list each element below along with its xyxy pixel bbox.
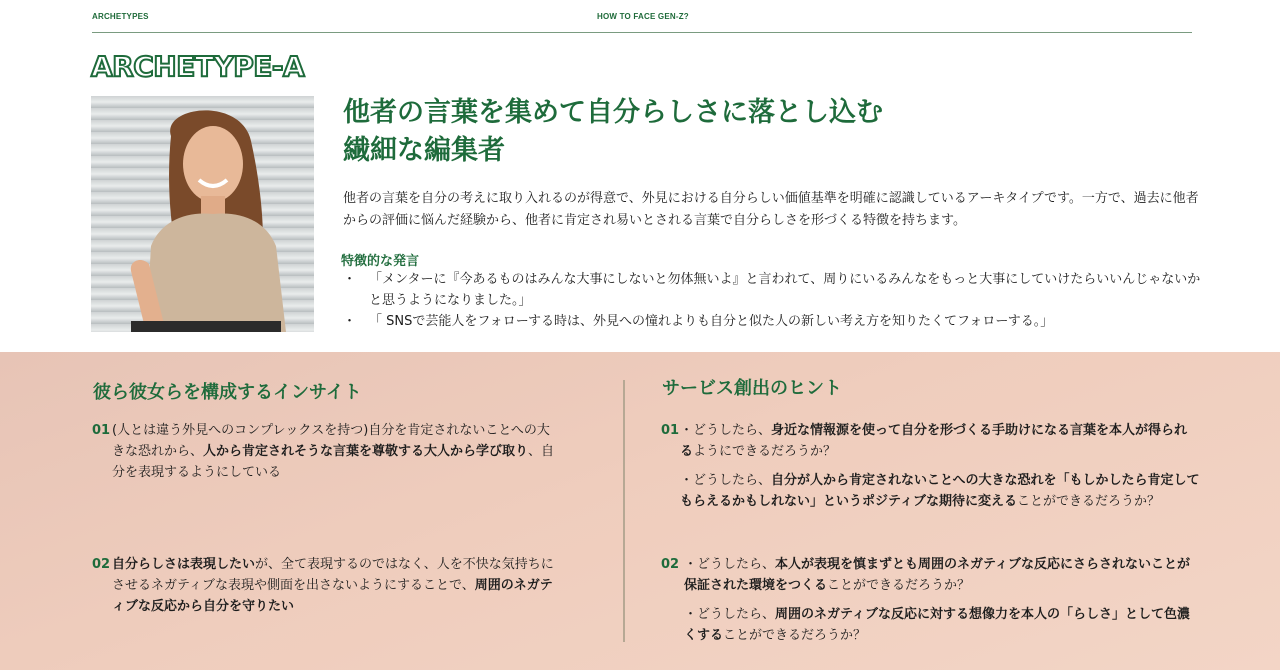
insight-item: 自分らしさは表現したいが、全て表現するのではなく、人を不快な気持ちにさせるネガティブな表現や側面を出さないようにすることで、周囲のネガティブな反応から自分を守りたい (112, 557, 554, 614)
page-header (92, 0, 1192, 33)
feature-quotes-label: 特徴的な発言 (341, 254, 420, 269)
archetype-description: 他者の言葉を自分の考えに取り入れるのが得意で、外見における自分らしい価値基準を明確に認識しているアーキタイプです。一方で、過去に他者からの評価に悩んだ経験から、他者に肯定され易いとされる言葉で自分らしさを形づくる特徴を持ちます。 (343, 191, 1199, 228)
headline-line-2: 繊細な編集者 (343, 135, 505, 166)
hint-item: ・どうしたら、身近な情報源を使って自分を形づくる手助けになる言葉を本人が得られるようにできるだろうか？ (680, 423, 1188, 459)
quote-item: ・ 「 SNSで芸能人をフォローする時は、外見への憧れよりも自分と似た人の新しい考え方を知りたくてフォローする。」 (343, 311, 1203, 332)
insight-number: 01 (92, 423, 111, 438)
hint-item: ・どうしたら、本人が表現を慎まずとも周囲のネガティブな反応にさらされないことが保証された環境をつくることができるだろうか？ (684, 557, 1190, 593)
hint-number: 02 (661, 557, 680, 572)
insight-item: (人とは違う外見へのコンプレックスを持つ)自分を肯定されないことへの大きな恐れから、人から肯定されそうな言葉を尊敬する大人から学び取り、自分を表現するようにしている (112, 423, 555, 480)
hint-item: ・どうしたら、周囲のネガティブな反応に対する想像力を本人の「らしさ」として色濃くすることができるだろうか？ (684, 607, 1190, 643)
archetype-headline (343, 94, 1043, 170)
hint-number: 01 (661, 423, 680, 438)
feature-quotes-list (343, 269, 1203, 332)
headline-line-1: 他者の言葉を集めて自分らしさに落とし込む (343, 97, 883, 128)
header-section-label: HOW TO FACE GEN-Z? (597, 12, 689, 21)
quote-item: ・ 「メンターに『今あるものはみんな大事にしないと勿体無いよ』と言われて、周りにいるみんなをもっと大事にしていけたらいいんじゃないかと思うようになりました。」 (343, 269, 1203, 311)
hint-section-title: サービス創出のヒント (662, 378, 842, 399)
header-archetypes-label: ARCHETYPES (92, 12, 149, 21)
insight-section-title: 彼ら彼女らを構成するインサイト (93, 382, 362, 403)
column-divider (623, 380, 625, 642)
archetype-photo (91, 96, 314, 332)
archetype-title: ARCHETYPE-A (91, 50, 305, 83)
hint-item: ・どうしたら、自分が人から肯定されないことへの大きな恐れを「もしかしたら肯定してもらえるかもしれない」というポジティブな期待に変えることができるだろうか？ (680, 473, 1200, 509)
insight-number: 02 (92, 557, 111, 572)
